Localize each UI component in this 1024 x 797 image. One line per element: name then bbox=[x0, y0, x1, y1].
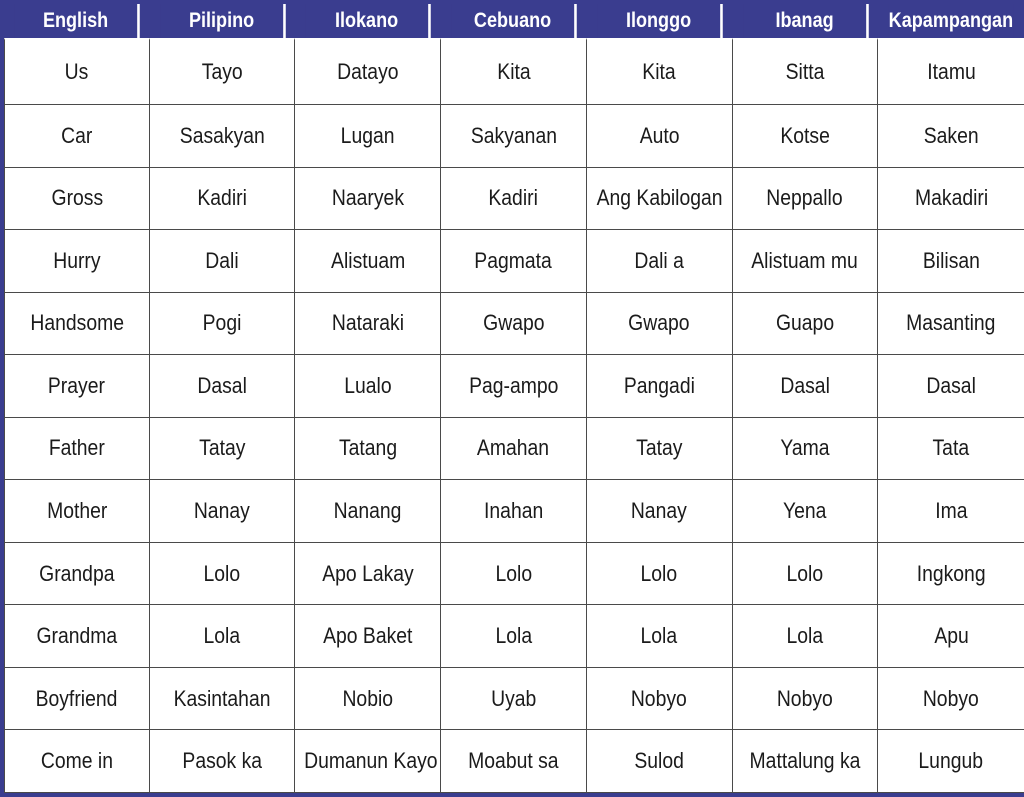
table-row bbox=[4, 293, 1024, 356]
table-cell-ilokano: Naaryek bbox=[295, 168, 441, 231]
table-cell-ilonggo: Dali a bbox=[587, 230, 733, 293]
table-cell-pilipino: Dasal bbox=[150, 355, 296, 418]
table-cell-cebuano: Lola bbox=[441, 605, 587, 668]
table-cell-cebuano: Pagmata bbox=[441, 230, 587, 293]
table-row bbox=[4, 668, 1024, 731]
table-row bbox=[4, 480, 1024, 543]
table-cell-ibanag: Sitta bbox=[733, 38, 879, 105]
table-cell-ilokano: Datayo bbox=[295, 38, 441, 105]
table-cell-pilipino: Kasintahan bbox=[150, 668, 296, 731]
table-cell-kapampangan: Ingkong bbox=[878, 543, 1024, 606]
table-cell-english: Father bbox=[4, 418, 150, 481]
table-cell-english: Car bbox=[4, 105, 150, 168]
table-cell-english: Boyfriend bbox=[4, 668, 150, 731]
table-cell-kapampangan: Itamu bbox=[878, 38, 1024, 105]
table-cell-english: Grandma bbox=[4, 605, 150, 668]
table-cell-ilonggo: Tatay bbox=[587, 418, 733, 481]
table-cell-ibanag: Mattalung ka bbox=[733, 730, 879, 793]
table-cell-ibanag: Alistuam mu bbox=[733, 230, 879, 293]
table-cell-ilokano: Apo Lakay bbox=[295, 543, 441, 606]
table-row bbox=[4, 105, 1024, 168]
table-cell-kapampangan: Apu bbox=[878, 605, 1024, 668]
table-cell-ibanag: Guapo bbox=[733, 293, 879, 356]
table-cell-ilonggo: Nobyo bbox=[587, 668, 733, 731]
table-cell-cebuano: Sakyanan bbox=[441, 105, 587, 168]
column-header-ilonggo: Ilonggo bbox=[597, 4, 722, 38]
table-cell-cebuano: Gwapo bbox=[441, 293, 587, 356]
table-cell-pilipino: Pogi bbox=[150, 293, 296, 356]
table-row bbox=[4, 355, 1024, 418]
table-row bbox=[4, 605, 1024, 668]
table-cell-ibanag: Lola bbox=[733, 605, 879, 668]
table-cell-ilokano: Tatang bbox=[295, 418, 441, 481]
table-cell-pilipino: Nanay bbox=[150, 480, 296, 543]
table-cell-cebuano: Kita bbox=[441, 38, 587, 105]
table-cell-english: Gross bbox=[4, 168, 150, 231]
table-row bbox=[4, 230, 1024, 293]
table-cell-ibanag: Yena bbox=[733, 480, 879, 543]
table-cell-kapampangan: Saken bbox=[878, 105, 1024, 168]
table-cell-pilipino: Sasakyan bbox=[150, 105, 296, 168]
column-header-ilokano: Ilokano bbox=[306, 4, 431, 38]
table-cell-ilokano: Nobio bbox=[295, 668, 441, 731]
table-cell-kapampangan: Dasal bbox=[878, 355, 1024, 418]
column-header-kapampangan: Kapampangan bbox=[888, 4, 1013, 38]
table-cell-cebuano: Uyab bbox=[441, 668, 587, 731]
table-cell-ilonggo: Sulod bbox=[587, 730, 733, 793]
table-cell-cebuano: Amahan bbox=[441, 418, 587, 481]
table-row bbox=[4, 418, 1024, 481]
table-cell-kapampangan: Tata bbox=[878, 418, 1024, 481]
table-cell-ilonggo: Pangadi bbox=[587, 355, 733, 418]
table-cell-ilokano: Lugan bbox=[295, 105, 441, 168]
table-cell-ilokano: Nataraki bbox=[295, 293, 441, 356]
table-cell-english: Us bbox=[4, 38, 150, 105]
table-cell-ilonggo: Ang Kabilogan bbox=[587, 168, 733, 231]
table-cell-ibanag: Dasal bbox=[733, 355, 879, 418]
table-cell-kapampangan: Bilisan bbox=[878, 230, 1024, 293]
table-cell-ibanag: Neppallo bbox=[733, 168, 879, 231]
table-cell-ilokano: Apo Baket bbox=[295, 605, 441, 668]
table-cell-pilipino: Kadiri bbox=[150, 168, 296, 231]
column-header-cebuano: Cebuano bbox=[451, 4, 576, 38]
table-cell-ilonggo: Kita bbox=[587, 38, 733, 105]
table-cell-english: Mother bbox=[4, 480, 150, 543]
table-cell-pilipino: Tayo bbox=[150, 38, 296, 105]
table-cell-cebuano: Moabut sa bbox=[441, 730, 587, 793]
table-cell-ibanag: Lolo bbox=[733, 543, 879, 606]
column-header-pilipino: Pilipino bbox=[160, 4, 285, 38]
table-cell-kapampangan: Masanting bbox=[878, 293, 1024, 356]
table-cell-kapampangan: Lungub bbox=[878, 730, 1024, 793]
column-header-english: English bbox=[14, 4, 139, 38]
table-cell-ilonggo: Gwapo bbox=[587, 293, 733, 356]
table-body bbox=[4, 38, 1024, 793]
table-cell-cebuano: Kadiri bbox=[441, 168, 587, 231]
table-cell-pilipino: Lolo bbox=[150, 543, 296, 606]
translation-table bbox=[4, 4, 1024, 793]
table-cell-ilonggo: Lola bbox=[587, 605, 733, 668]
table-cell-ibanag: Yama bbox=[733, 418, 879, 481]
table-cell-kapampangan: Makadiri bbox=[878, 168, 1024, 231]
table-cell-ibanag: Kotse bbox=[733, 105, 879, 168]
table-cell-ilonggo: Nanay bbox=[587, 480, 733, 543]
table-cell-english: Prayer bbox=[4, 355, 150, 418]
table-cell-ilokano: Alistuam bbox=[295, 230, 441, 293]
table-cell-pilipino: Dali bbox=[150, 230, 296, 293]
table-cell-english: Come in bbox=[4, 730, 150, 793]
table-cell-ilokano: Lualo bbox=[295, 355, 441, 418]
column-header-ibanag: Ibanag bbox=[743, 4, 868, 38]
table-cell-english: Grandpa bbox=[4, 543, 150, 606]
table-row bbox=[4, 38, 1024, 105]
table-cell-ilokano: Dumanun Kayo bbox=[295, 730, 441, 793]
header-row bbox=[4, 4, 1024, 38]
table-cell-pilipino: Tatay bbox=[150, 418, 296, 481]
table-cell-english: Handsome bbox=[4, 293, 150, 356]
table-cell-cebuano: Lolo bbox=[441, 543, 587, 606]
table-cell-kapampangan: Nobyo bbox=[878, 668, 1024, 731]
table-cell-english: Hurry bbox=[4, 230, 150, 293]
table-cell-ibanag: Nobyo bbox=[733, 668, 879, 731]
table-cell-ilokano: Nanang bbox=[295, 480, 441, 543]
table-cell-kapampangan: Ima bbox=[878, 480, 1024, 543]
table-cell-ilonggo: Lolo bbox=[587, 543, 733, 606]
table-cell-pilipino: Pasok ka bbox=[150, 730, 296, 793]
table-row bbox=[4, 543, 1024, 606]
table-row bbox=[4, 730, 1024, 793]
table-header bbox=[4, 4, 1024, 38]
table-cell-cebuano: Inahan bbox=[441, 480, 587, 543]
table-cell-pilipino: Lola bbox=[150, 605, 296, 668]
table-row bbox=[4, 168, 1024, 231]
table-cell-ilonggo: Auto bbox=[587, 105, 733, 168]
table-cell-cebuano: Pag-ampo bbox=[441, 355, 587, 418]
